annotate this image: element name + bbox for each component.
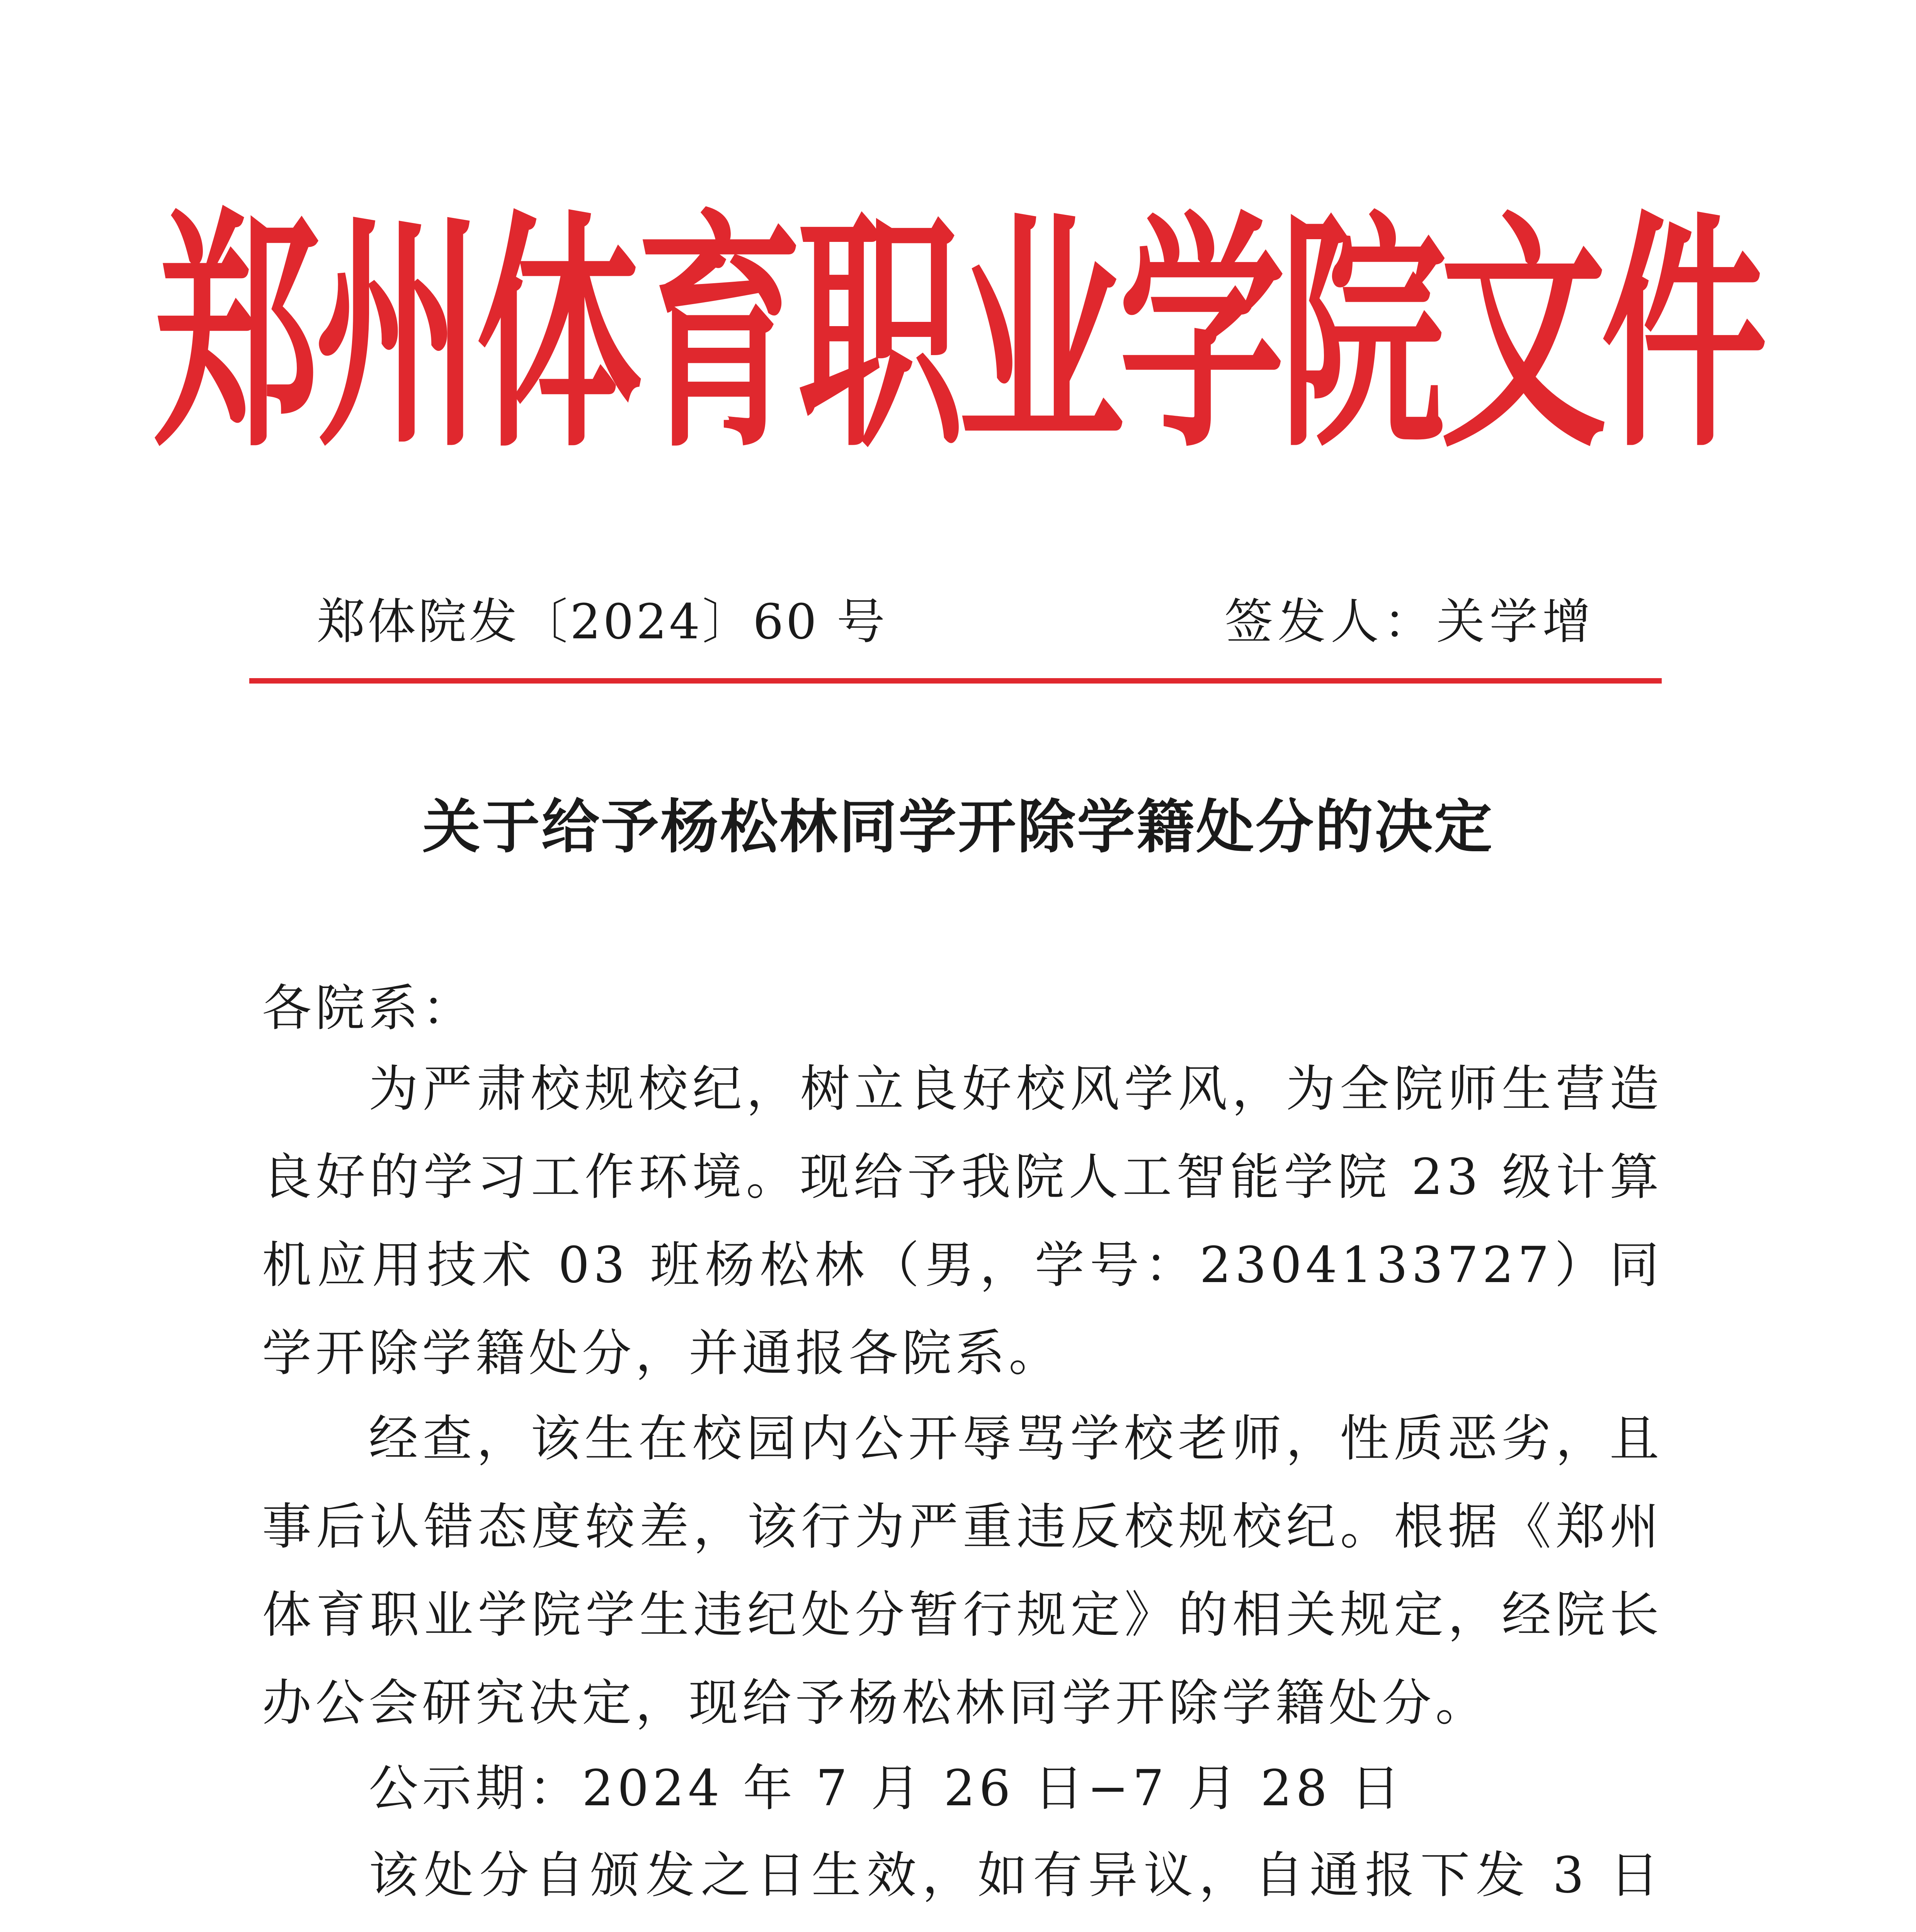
salutation: 各院系：: [262, 980, 476, 1037]
red-divider: [249, 678, 1662, 684]
document-title: 关于给予杨松林同学开除学籍处分的决定: [422, 793, 1494, 861]
signer: 签发人：关学增: [1225, 594, 1595, 650]
document-number: 郑体院发〔2024〕60 号: [317, 594, 887, 650]
publicity-period: 公示期：2024 年 7 月 26 日−7 月 28 日: [369, 1760, 1404, 1817]
masthead-title: 郑州体育职业学院文件: [154, 191, 1762, 481]
body-paragraph: 经查，该生在校园内公开辱骂学校老师，性质恶劣，且事后认错态度较差，该行为严重违反校规校纪。根据《郑州体育职业学院学生违纪处分暂行规定》的相关规定，经院长办公会研究决定，现给予杨松林同学开除学籍处分。: [262, 1410, 1663, 1732]
body-paragraph: 该处分自颁发之日生效，如有异议，自通报下发 3 日: [369, 1847, 1663, 1904]
body-paragraph: 为严肃校规校纪，树立良好校风学风，为全院师生营造良好的学习工作环境。现给予我院人工智能学院 23 级计算机应用技术 03 班杨松林（男，学号：2304133727）同学开除学籍处分，并通报各院系。: [262, 1060, 1663, 1382]
